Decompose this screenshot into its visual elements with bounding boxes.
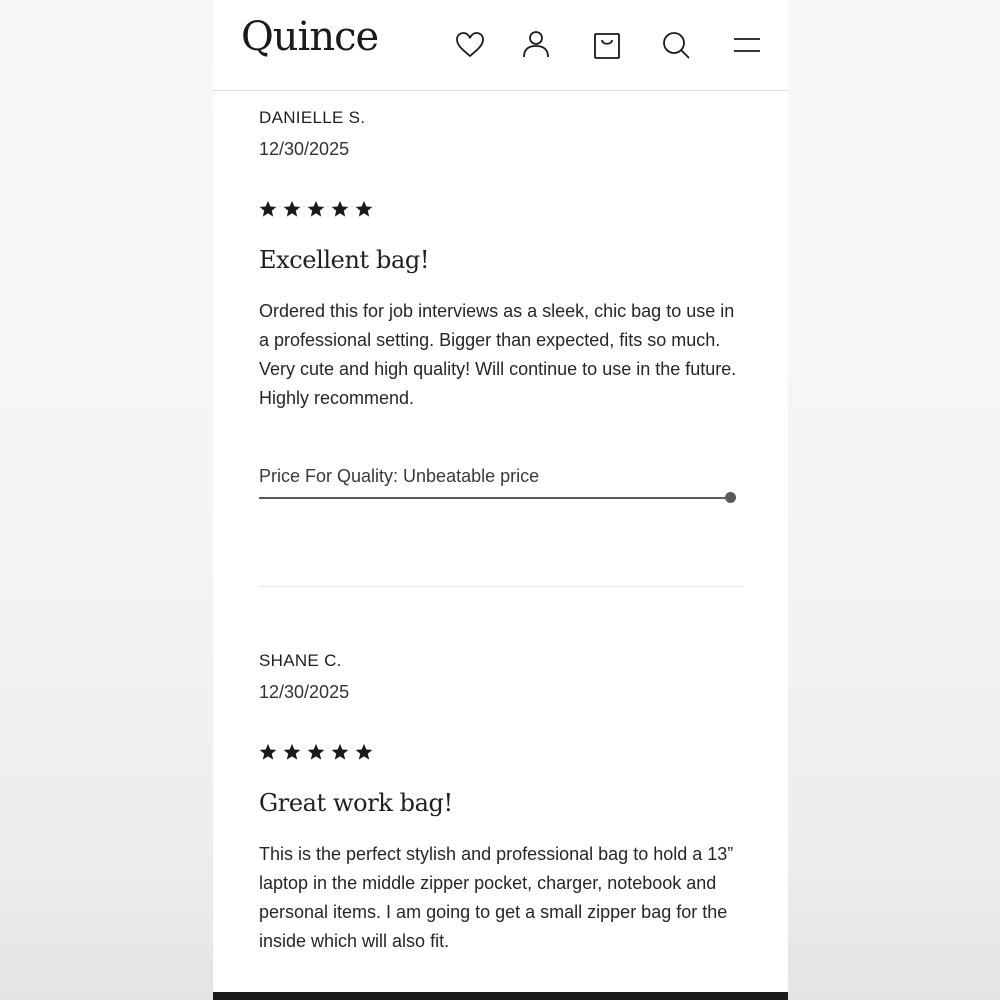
bag-icon[interactable] xyxy=(590,28,624,62)
review-divider xyxy=(259,586,743,587)
review-body: This is the perfect stylish and professional bag to hold a 13” laptop in the middle zipper pocket, charger, notebook and personal items. I am going to get a small zipper bag for the inside which will also fit. xyxy=(259,844,734,951)
bottom-bar xyxy=(213,992,788,1000)
review-attribute-fill xyxy=(259,497,731,499)
star-icon xyxy=(331,200,349,218)
star-icon xyxy=(259,743,277,761)
review-title: Great work bag! xyxy=(259,789,453,817)
star-icon xyxy=(283,200,301,218)
background-right xyxy=(788,0,1000,1000)
star-icon xyxy=(307,743,325,761)
background-left xyxy=(0,0,213,1000)
menu-icon[interactable] xyxy=(730,28,764,62)
review-body: Ordered this for job interviews as a sleek, chic bag to use in a professional setting. Bigger than expected, fits so much. Very cute and high quality! Will continue to use in the future. Highly recommend. xyxy=(259,301,737,408)
mobile-page xyxy=(213,0,788,1000)
star-rating xyxy=(259,743,373,761)
account-icon[interactable] xyxy=(519,28,553,62)
review-attribute-marker xyxy=(725,492,736,503)
search-icon[interactable] xyxy=(659,28,693,62)
star-icon xyxy=(355,743,373,761)
star-icon xyxy=(307,200,325,218)
star-icon xyxy=(259,200,277,218)
heart-icon[interactable] xyxy=(453,28,487,62)
star-rating xyxy=(259,200,373,218)
site-header xyxy=(213,0,788,91)
review-date: 12/30/2025 xyxy=(259,139,350,159)
review-attribute-label: Price For Quality: Unbeatable price xyxy=(259,466,540,486)
star-icon xyxy=(331,743,349,761)
review-date: 12/30/2025 xyxy=(259,682,350,702)
review-attribute-bar xyxy=(259,497,731,499)
reviewer-name: SHANE C. xyxy=(259,651,342,670)
brand-logo[interactable]: Quince xyxy=(241,14,379,60)
reviewer-name: DANIELLE S. xyxy=(259,108,366,127)
review-title: Excellent bag! xyxy=(259,246,430,274)
star-icon xyxy=(355,200,373,218)
star-icon xyxy=(283,743,301,761)
